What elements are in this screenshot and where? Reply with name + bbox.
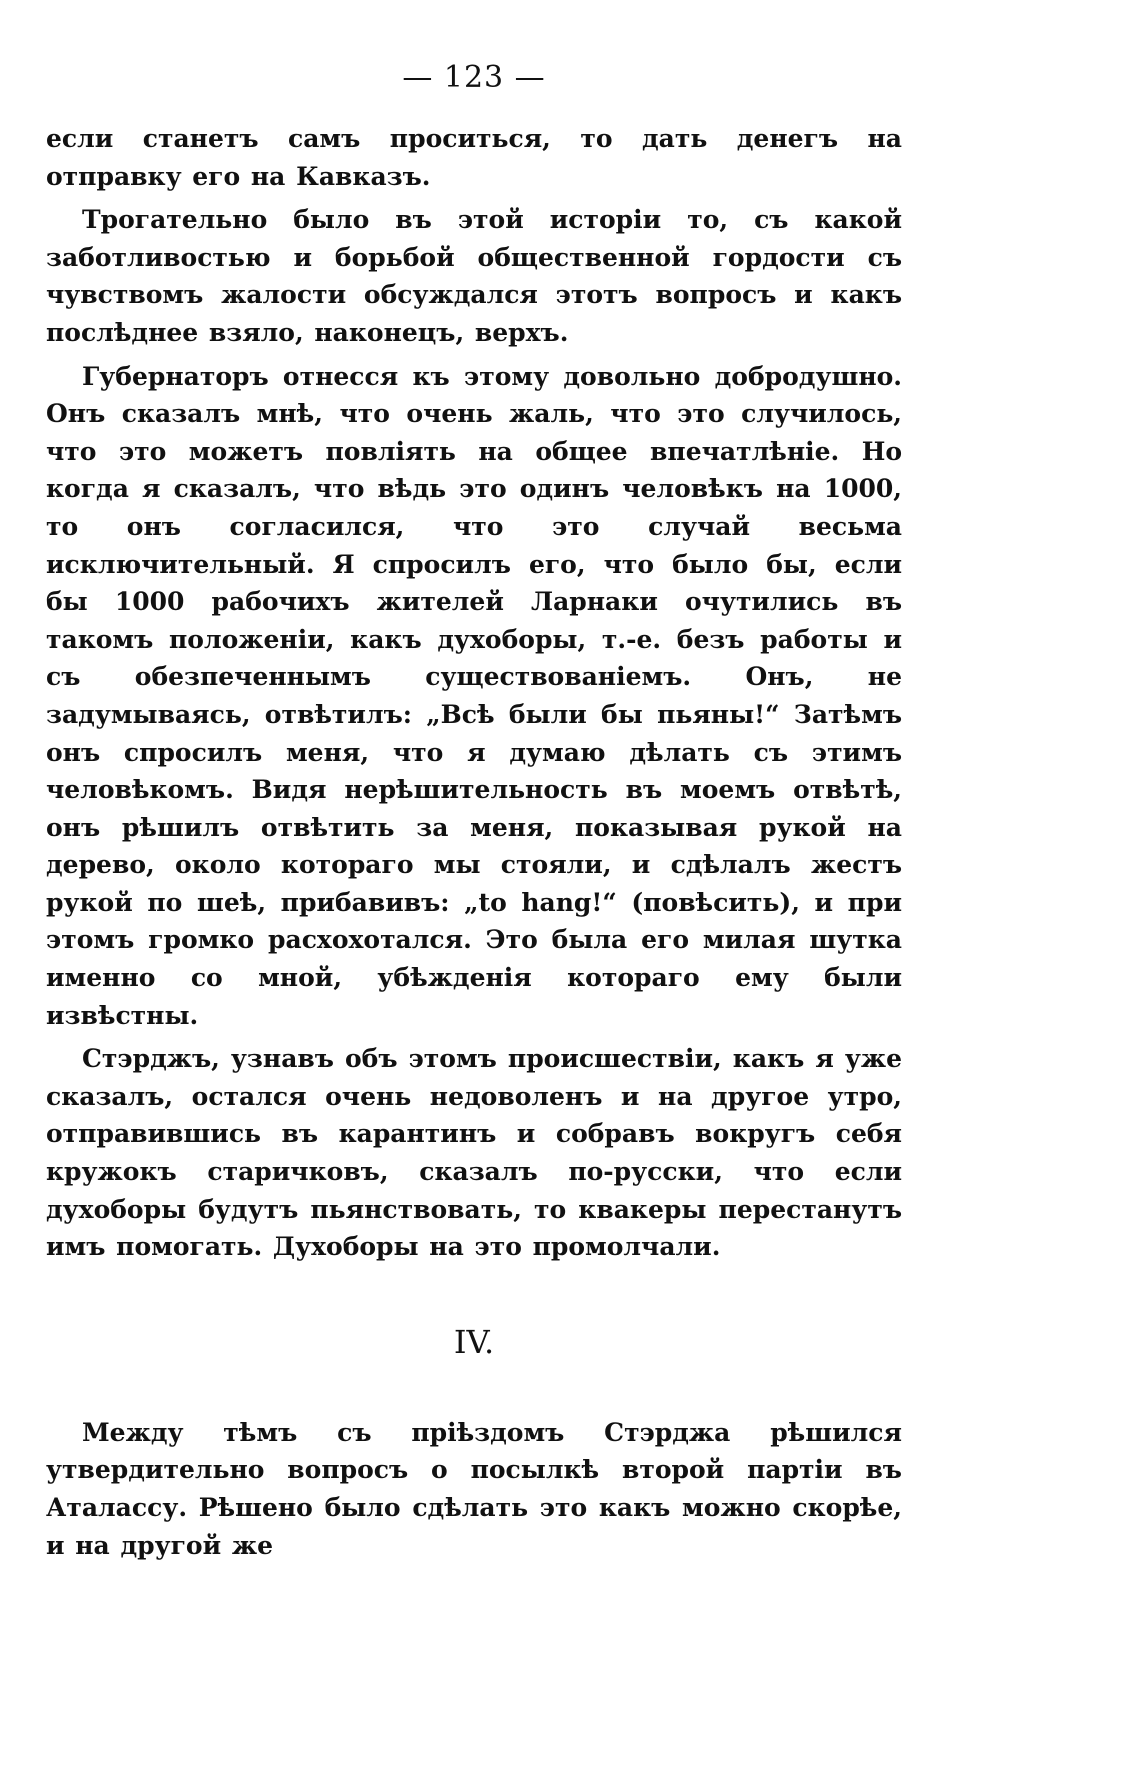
section-heading: IV. — [453, 1322, 495, 1361]
page-number: — 123 — — [402, 60, 546, 95]
paragraph-continuation: если станетъ самъ проситься, то дать денегъ на отправку его на Кавказъ. — [46, 124, 902, 191]
paragraph-sturge: Стэрджъ, узнавъ объ этомъ происшествіи, какъ я уже сказалъ, остался очень недоволенъ и на другое утро, отправившись въ карантинъ и собравъ вокругъ себя кружокъ старичковъ, сказалъ по-русски, что если духоборы будутъ пьянствовать, то квакеры перестанутъ имъ помогать. Духоборы на это промолчали. — [46, 1044, 902, 1262]
paragraph-second-party: Между тѣмъ съ пріѣздомъ Стэрджа рѣшился утвердительно вопросъ о посылкѣ второй партіи въ Аталассу. Рѣшено было сдѣлать это какъ можно скорѣе, и на другой же — [46, 1417, 902, 1560]
paragraph-sympathy: Трогательно было въ этой исторіи то, съ какой заботливостью и борьбой общественной гордости съ чувствомъ жалости обсуждался этотъ вопросъ и какъ послѣднее взяло, наконецъ, верхъ. — [46, 205, 902, 347]
paragraph-governor: Губернаторъ отнесся къ этому довольно добродушно. Онъ сказалъ мнѣ, что очень жаль, что это случилось, что это можетъ повліять на общее впечатлѣніе. Но когда я сказалъ, что вѣдь это одинъ человѣкъ на 1000, то онъ согласился, что это случай весьма исключительный. Я спросилъ его, что было бы, если бы 1000 рабочихъ жителей Ларнаки очутились въ такомъ положеніи, какъ духоборы, т.-е. безъ работы и съ обезпеченнымъ существованіемъ. Онъ, не задумываясь, отвѣтилъ: „Всѣ были бы пьяны!“ Затѣмъ онъ спросилъ меня, что я думаю дѣлать съ этимъ человѣкомъ. Видя нерѣшительность въ моемъ отвѣтѣ, онъ рѣшилъ отвѣтить за меня, показывая рукой на дерево, около котораго мы стояли, и сдѣлалъ жестъ рукой по шеѣ, прибавивъ: „to hang!“ (повѣсить), и при этомъ громко расхохотался. Это была его милая шутка именно со мной, убѣжденія котораго ему были извѣстны. — [46, 361, 902, 1030]
book-page — [46, 58, 902, 1718]
